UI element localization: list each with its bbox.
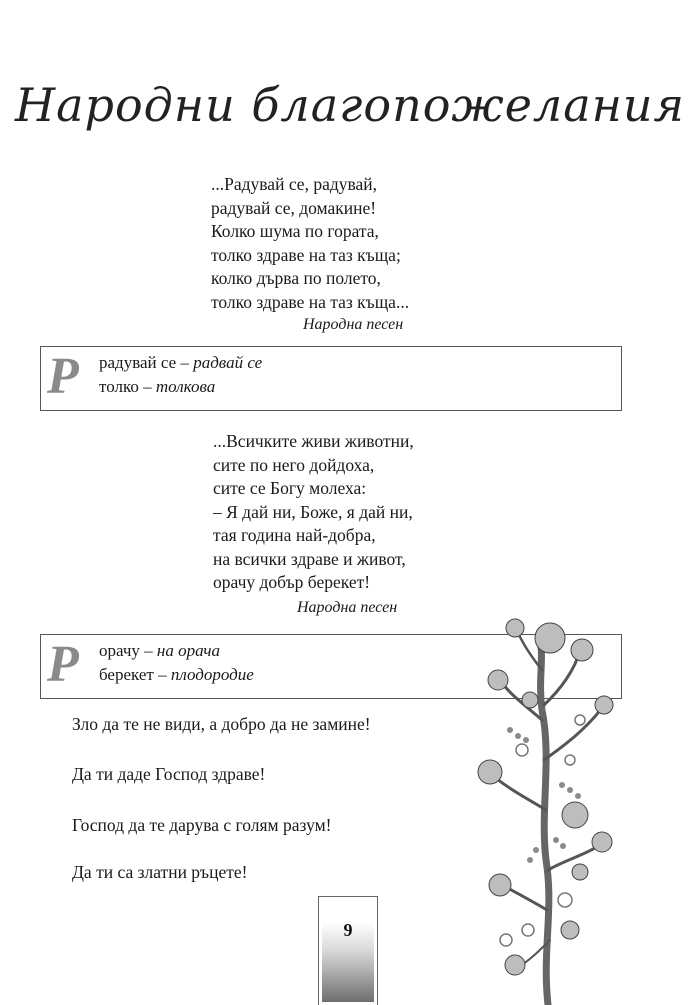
wish-line: Да ти даде Господ здраве!	[72, 764, 266, 784]
glossary-definition: радвай се	[193, 353, 263, 372]
poem-line: – Я дай ни, Боже, я дай ни,	[213, 501, 413, 522]
poem-2	[213, 430, 414, 595]
decorative-tree-icon	[470, 610, 620, 1005]
glossary-definition: на орача	[156, 641, 220, 660]
page-number-box	[318, 896, 378, 1005]
poem-line: колко дърва по полето,	[211, 268, 381, 288]
poem-line: орачу добър берекет!	[213, 572, 371, 592]
glossary-term: толко	[99, 377, 139, 396]
glossary-term: берекет	[99, 665, 154, 684]
poem-line: ...Всичките живи животни,	[213, 431, 414, 451]
wish-line: Господ да те дарува с голям разум!	[72, 815, 332, 835]
glossary-entry	[99, 351, 262, 375]
glossary-term: радувай се	[99, 353, 177, 372]
glossary-separator: –	[153, 665, 171, 684]
poem-line: Колко шума по гората,	[211, 221, 379, 241]
glossary-separator: –	[138, 377, 156, 396]
glossary-box-1	[40, 346, 622, 411]
poem-line: толко здраве на таз къща;	[211, 244, 401, 265]
wish-line: Зло да те не види, а добро да не замине!	[72, 714, 371, 734]
poem-line: сите се Богу молеха:	[213, 478, 367, 498]
page-number-gradient	[322, 900, 374, 1002]
glossary-entry	[99, 663, 254, 687]
glossary-letter-icon: Р	[47, 636, 79, 693]
poem-1-attribution: Народна песен	[303, 316, 404, 333]
poem-line: ...Радувай се, радувай,	[211, 174, 378, 194]
glossary-definition: толкова	[155, 377, 216, 396]
glossary-term: орачу	[99, 641, 140, 660]
poem-line: толко здраве на таз къща...	[211, 291, 410, 312]
poem-2-attribution: Народна песен	[297, 599, 398, 616]
poem-line: радувай се, домакине!	[211, 197, 377, 218]
glossary-entry	[99, 639, 254, 663]
glossary-definition: плодородие	[170, 665, 254, 684]
glossary-entry	[99, 375, 262, 399]
page-title: Народни благопожелания	[14, 78, 686, 132]
poem-line: сите по него дойдоха,	[213, 454, 375, 475]
poem-line: на всички здраве и живот,	[213, 548, 406, 569]
glossary-separator: –	[139, 641, 157, 660]
glossary-separator: –	[176, 353, 194, 372]
wish-line: Да ти са златни ръцете!	[72, 862, 248, 882]
poem-1	[211, 173, 409, 314]
glossary-letter-icon: Р	[47, 348, 79, 405]
poem-line: тая година най-добра,	[213, 525, 376, 545]
page-number: 9	[343, 920, 353, 940]
